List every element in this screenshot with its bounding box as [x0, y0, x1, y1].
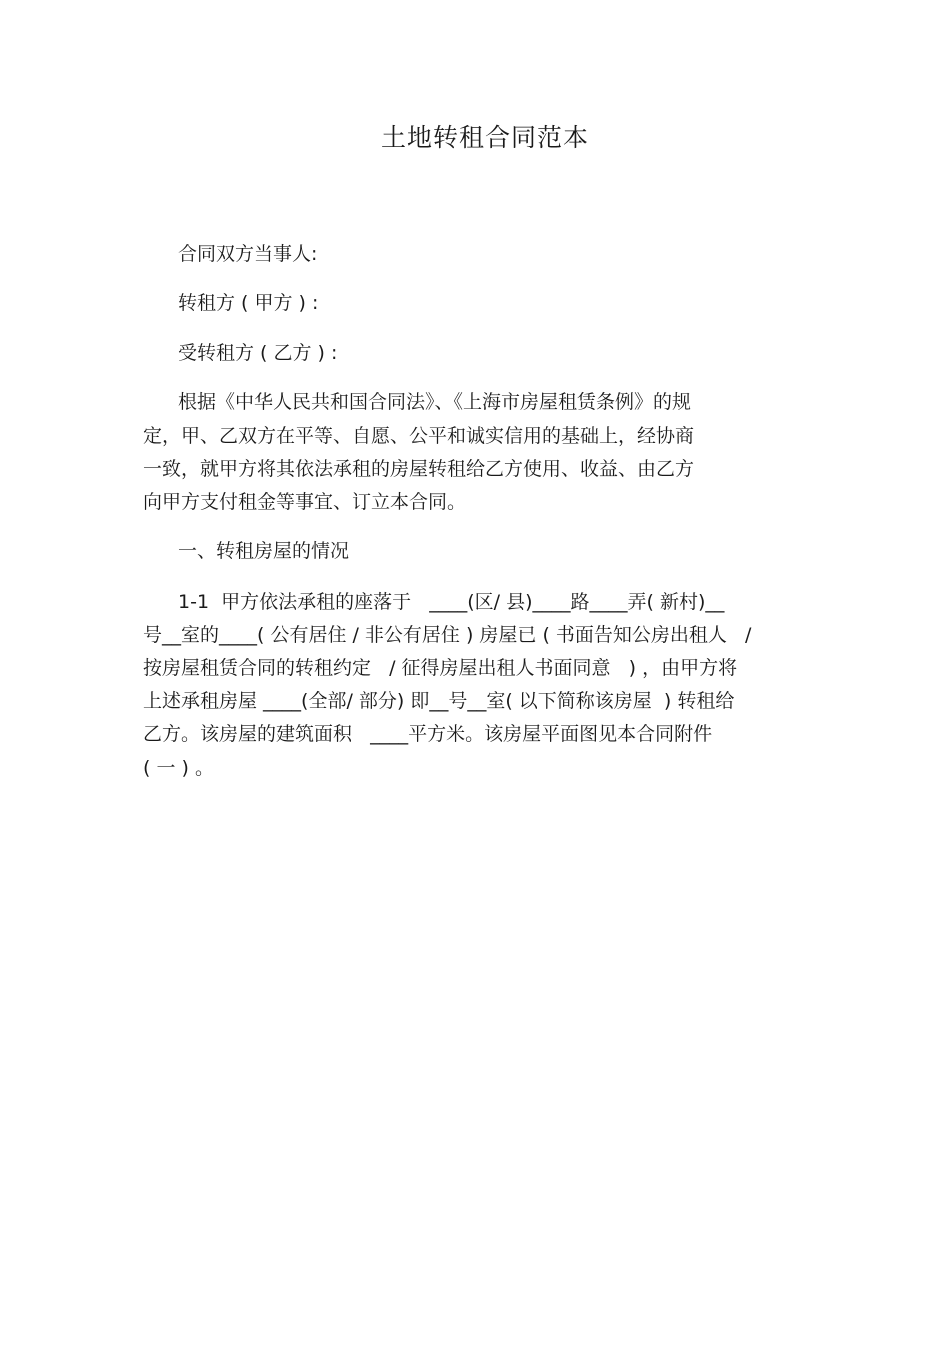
preamble-line: 定，甲、乙双方在平等、自愿、公平和诚实信用的基础上，经协商 [143, 425, 695, 447]
clause-1-1-line: 按房屋租赁合同的转租约定 / 征得房屋出租人书面同意 ) ，由甲方将 [143, 657, 738, 679]
clause-1-1-line: 号__室的____( 公有居住 / 非公有居住 ) 房屋已 ( 书面告知公房出租人 / [143, 624, 752, 646]
parties-heading: 合同双方当事人: [178, 243, 318, 265]
lessor-line: 转租方 ( 甲方 ) : [178, 292, 319, 314]
clause-1-1-line: 乙方。该房屋的建筑面积 ____平方米。该房屋平面图见本合同附件 [143, 723, 713, 745]
section-1-heading: 一、转租房屋的情况 [178, 540, 350, 562]
preamble-line: 向甲方支付租金等事宜、订立本合同。 [143, 491, 467, 513]
document-title: 土地转租合同范本 [380, 123, 589, 152]
preamble-line: 根据《中华人民共和国合同法》、《上海市房屋租赁条例》的规 [178, 391, 692, 413]
preamble-line: 一致，就甲方将其依法承租的房屋转租给乙方使用、收益、由乙方 [143, 458, 695, 480]
clause-1-1-line: ( 一 ) 。 [143, 757, 214, 779]
clause-1-1-line: 1-1 甲方依法承租的座落于 ____(区/ 县)____路____弄( 新村)__ [178, 591, 725, 613]
clause-1-1-line: 上述承租房屋 ____(全部/ 部分) 即__号__室( 以下简称该房屋 ) 转租给 [143, 690, 735, 712]
lessee-line: 受转租方 ( 乙方 ) : [178, 342, 338, 364]
